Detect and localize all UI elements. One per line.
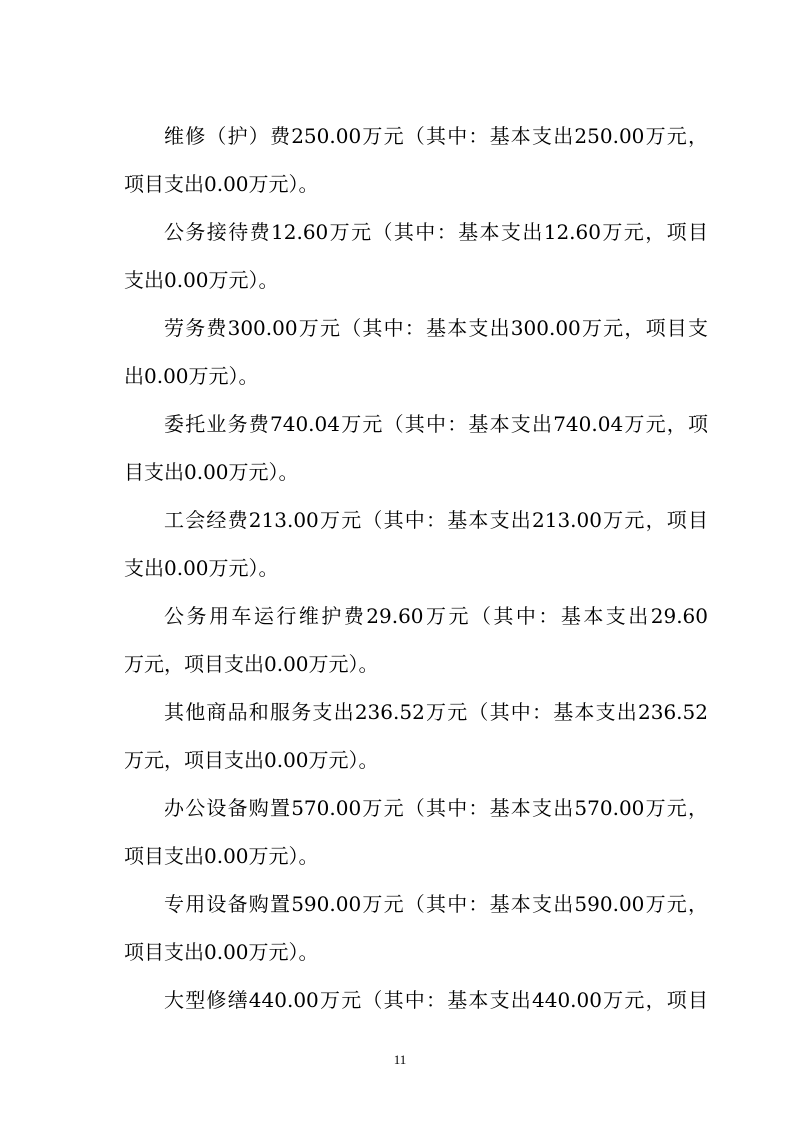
paragraph-special-equipment-line-2: 项目支出0.00万元）。 <box>124 940 319 964</box>
paragraph-special-equipment-line-1: 专用设备购置590.00万元（其中：基本支出590.00万元， <box>164 892 708 916</box>
paragraph-repair-line-2: 项目支出0.00万元）。 <box>124 172 319 196</box>
page-number: 11 <box>393 1052 407 1067</box>
paragraph-union-line-1: 工会经费213.00万元（其中：基本支出213.00万元，项目 <box>164 508 708 532</box>
paragraph-reception-line-1: 公务接待费12.60万元（其中：基本支出12.60万元，项目 <box>164 220 708 244</box>
paragraph-repair-line-1: 维修（护）费250.00万元（其中：基本支出250.00万元， <box>164 124 708 148</box>
paragraph-other-services-line-2: 万元，项目支出0.00万元）。 <box>124 748 379 772</box>
paragraph-union-line-2: 支出0.00万元）。 <box>124 556 279 580</box>
paragraph-vehicle-line-2: 万元，项目支出0.00万元）。 <box>124 652 379 676</box>
paragraph-other-services-line-1: 其他商品和服务支出236.52万元（其中：基本支出236.52 <box>164 700 708 724</box>
paragraph-commissioned-line-1: 委托业务费740.04万元（其中：基本支出740.04万元，项 <box>164 412 708 436</box>
paragraph-labor-line-2: 出0.00万元）。 <box>124 364 259 388</box>
paragraph-vehicle-line-1: 公务用车运行维护费29.60万元（其中：基本支出29.60 <box>164 604 708 628</box>
paragraph-commissioned-line-2: 目支出0.00万元）。 <box>124 460 299 484</box>
paragraph-office-equipment-line-2: 项目支出0.00万元）。 <box>124 844 319 868</box>
paragraph-labor-line-1: 劳务费300.00万元（其中：基本支出300.00万元，项目支 <box>164 316 708 340</box>
paragraph-office-equipment-line-1: 办公设备购置570.00万元（其中：基本支出570.00万元， <box>164 796 708 820</box>
paragraph-major-repair-line-1: 大型修缮440.00万元（其中：基本支出440.00万元，项目 <box>164 988 708 1012</box>
paragraph-reception-line-2: 支出0.00万元）。 <box>124 268 279 292</box>
body-text <box>124 112 708 1024</box>
